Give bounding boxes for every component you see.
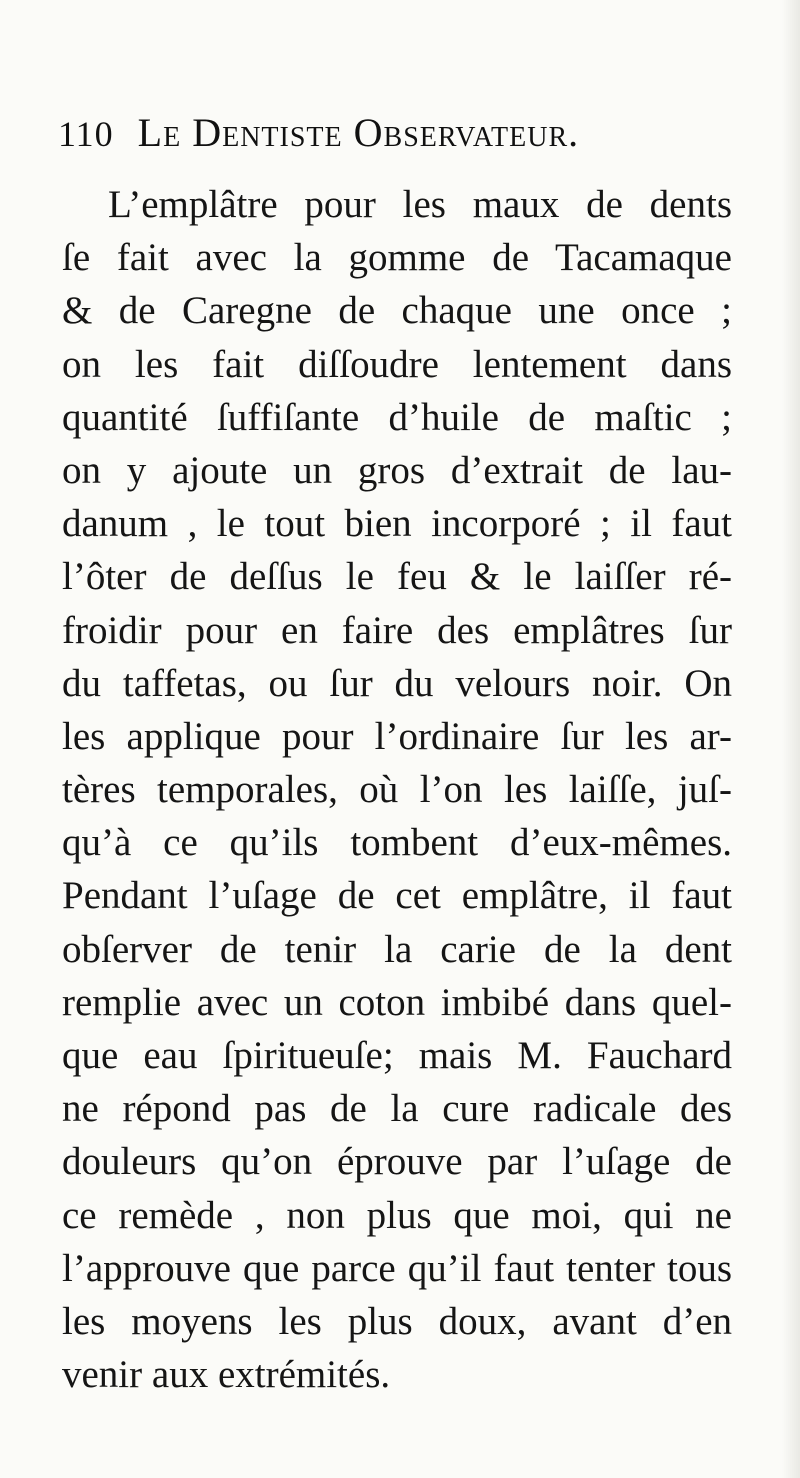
text-line: quantité ſuffiſante d’huile de maſtic ; — [62, 395, 732, 439]
text-line: Pendant l’uſage de cet emplâtre, il faut — [62, 874, 732, 918]
text-line: ſe fait avec la gomme de Tacamaque — [62, 236, 732, 280]
page-number: 110 — [58, 114, 114, 154]
paragraph — [62, 178, 732, 1401]
text-line: douleurs qu’on éprouve par l’uſage de — [62, 1140, 732, 1184]
text-line: l’ôter de deſſus le feu & le laiſſer ré- — [62, 555, 732, 599]
text-line: remplie avec un coton imbibé dans quel- — [62, 980, 732, 1024]
text-line: danum , le tout bien incorporé ; il faut — [62, 502, 732, 546]
text-line: les applique pour l’ordinaire ſur les ar- — [62, 714, 732, 758]
text-line: & de Caregne de chaque une once ; — [62, 289, 732, 333]
text-line: on les fait diſſoudre lentement dans — [62, 342, 732, 386]
text-line: que eau ſpiritueuſe; mais M. Fauchard — [62, 1034, 732, 1077]
text-line: ne répond pas de la cure radicale des — [62, 1087, 732, 1131]
text-line: obſerver de tenir la carie de la dent — [62, 927, 732, 971]
text-line: du taffetas, ou ſur du velours noir. On — [62, 661, 732, 705]
text-line: venir aux extrémités. — [62, 1353, 391, 1397]
text-line: ce remède , non plus que moi, qui ne — [62, 1193, 732, 1237]
text-line: tères temporales, où l’on les laiſſe, juſ- — [62, 768, 732, 812]
page-header — [58, 108, 738, 158]
text-line: froidir pour en faire des emplâtres ſur — [62, 608, 732, 652]
text-line: qu’à ce qu’ils tombent d’eux-mêmes. — [62, 821, 732, 865]
running-title: Le Dentiste Observateur. — [137, 110, 580, 155]
scan-edge-shadow — [782, 0, 800, 1478]
text-line: l’approuve que parce qu’il faut tenter tous — [62, 1246, 732, 1290]
text-line: on y ajoute un gros d’extrait de lau- — [62, 448, 732, 492]
text-line: les moyens les plus doux, avant d’en — [62, 1299, 732, 1343]
text-line: L’emplâtre pour les maux de dents — [108, 183, 732, 226]
